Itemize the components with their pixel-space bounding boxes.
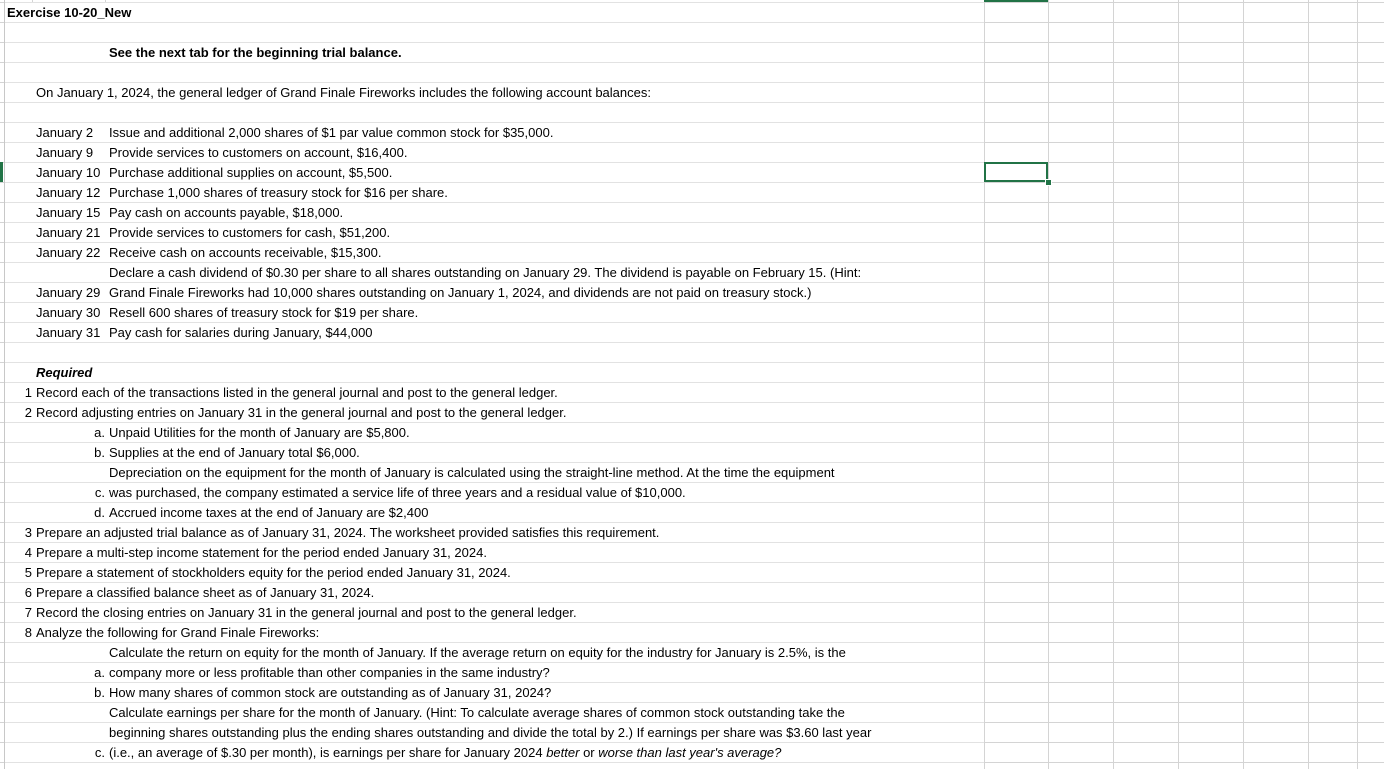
sheet-title: Exercise 10-20_New bbox=[7, 5, 132, 20]
transaction-date: January 22 bbox=[36, 245, 101, 260]
transaction-text: Purchase additional supplies on account, $5,500. bbox=[109, 165, 393, 180]
required-letter: a. bbox=[94, 425, 105, 440]
intro-text: On January 1, 2024, the general ledger of Grand Finale Fireworks includes the following account balances: bbox=[36, 85, 651, 100]
transaction-date: January 30 bbox=[36, 305, 101, 320]
transaction-date: January 21 bbox=[36, 225, 101, 240]
required-letter: a. bbox=[94, 665, 105, 680]
required-number: 5 bbox=[24, 565, 32, 580]
required-number: 6 bbox=[24, 585, 32, 600]
required-text: Prepare a statement of stockholders equity for the period ended January 31, 2024. bbox=[36, 565, 511, 580]
transaction-text: Purchase 1,000 shares of treasury stock for $16 per share. bbox=[109, 185, 448, 200]
row-gridline bbox=[4, 2, 984, 3]
required-text: company more or less profitable than other companies in the same industry? bbox=[109, 665, 550, 680]
required-text: Record each of the transactions listed in the general journal and post to the general ledger. bbox=[36, 385, 558, 400]
transaction-text: Pay cash for salaries during January, $44,000 bbox=[109, 325, 373, 340]
column-header-highlight bbox=[984, 0, 1048, 2]
transaction-date: January 15 bbox=[36, 205, 101, 220]
required-text: Accrued income taxes at the end of January are $2,400 bbox=[109, 505, 429, 520]
required-text: How many shares of common stock are outstanding as of January 31, 2024? bbox=[109, 685, 552, 700]
required-letter: c. bbox=[94, 745, 105, 760]
required-text: Analyze the following for Grand Finale Fireworks: bbox=[36, 625, 320, 640]
required-text-part: (i.e., an average of $.30 per month), is earnings per share for January 2024 bbox=[109, 745, 547, 760]
required-text: beginning shares outstanding plus the ending shares outstanding and divide the total by 2.) If earnings per share was $3.60 last year bbox=[109, 725, 872, 740]
required-letter: d. bbox=[94, 505, 105, 520]
fill-handle[interactable] bbox=[1045, 179, 1052, 186]
transaction-date: January 12 bbox=[36, 185, 101, 200]
transaction-text: Receive cash on accounts receivable, $15,300. bbox=[109, 245, 382, 260]
required-text: Prepare an adjusted trial balance as of January 31, 2024. The worksheet provided satisfies this requirement. bbox=[36, 525, 660, 540]
required-text-part: or bbox=[579, 745, 599, 760]
transaction-date: January 29 bbox=[36, 285, 101, 300]
required-heading: Required bbox=[36, 365, 93, 380]
required-number: 2 bbox=[24, 405, 32, 420]
required-number: 8 bbox=[24, 625, 32, 640]
required-number: 1 bbox=[24, 385, 32, 400]
required-text: Calculate the return on equity for the month of January. If the average return on equity for the industry for January is 2.5%, is the bbox=[109, 645, 846, 660]
required-number: 4 bbox=[24, 545, 32, 560]
required-text: Prepare a classified balance sheet as of January 31, 2024. bbox=[36, 585, 375, 600]
required-letter: b. bbox=[94, 685, 105, 700]
required-text: Unpaid Utilities for the month of January are $5,800. bbox=[109, 425, 410, 440]
column-gridline bbox=[4, 0, 5, 769]
required-number: 7 bbox=[24, 605, 32, 620]
required-number: 3 bbox=[24, 525, 32, 540]
row-gridline bbox=[4, 362, 984, 363]
transaction-text: Provide services to customers for cash, $51,200. bbox=[109, 225, 391, 240]
required-text-emphasis: worse than last year's average? bbox=[598, 745, 782, 760]
transaction-text: Grand Finale Fireworks had 10,000 shares outstanding on January 1, 2024, and dividends are not paid on treasury stock.) bbox=[109, 285, 812, 300]
required-letter: b. bbox=[94, 445, 105, 460]
required-text bbox=[109, 743, 781, 763]
transaction-text: Provide services to customers on account, $16,400. bbox=[109, 145, 408, 160]
active-cell[interactable] bbox=[984, 162, 1048, 182]
required-text: was purchased, the company estimated a service life of three years and a residual value of $10,000. bbox=[109, 485, 686, 500]
transaction-date: January 10 bbox=[36, 165, 101, 180]
row-header-highlight bbox=[0, 162, 3, 182]
required-text: Supplies at the end of January total $6,000. bbox=[109, 445, 360, 460]
required-text: Calculate earnings per share for the month of January. (Hint: To calculate average shares of common stock outstanding take the bbox=[109, 705, 845, 720]
required-text: Record the closing entries on January 31 in the general journal and post to the general ledger. bbox=[36, 605, 577, 620]
row-gridline bbox=[4, 22, 984, 23]
transaction-text: Pay cash on accounts payable, $18,000. bbox=[109, 205, 344, 220]
required-text: Record adjusting entries on January 31 in the general journal and post to the general ledger. bbox=[36, 405, 567, 420]
required-letter: c. bbox=[94, 485, 105, 500]
required-text-emphasis: better bbox=[546, 745, 580, 760]
see-next-note: See the next tab for the beginning trial balance. bbox=[109, 45, 402, 60]
transaction-date: January 2 bbox=[36, 125, 94, 140]
required-text: Depreciation on the equipment for the month of January is calculated using the straight-line method. At the time the equipment bbox=[109, 465, 835, 480]
transaction-date: January 31 bbox=[36, 325, 101, 340]
transaction-text: Resell 600 shares of treasury stock for $19 per share. bbox=[109, 305, 419, 320]
transaction-text: Declare a cash dividend of $0.30 per share to all shares outstanding on January 29. The dividend is payable on February 15. (Hint: bbox=[109, 265, 862, 280]
transaction-date: January 9 bbox=[36, 145, 94, 160]
required-text: Prepare a multi-step income statement for the period ended January 31, 2024. bbox=[36, 545, 487, 560]
transaction-text: Issue and additional 2,000 shares of $1 par value common stock for $35,000. bbox=[109, 125, 554, 140]
